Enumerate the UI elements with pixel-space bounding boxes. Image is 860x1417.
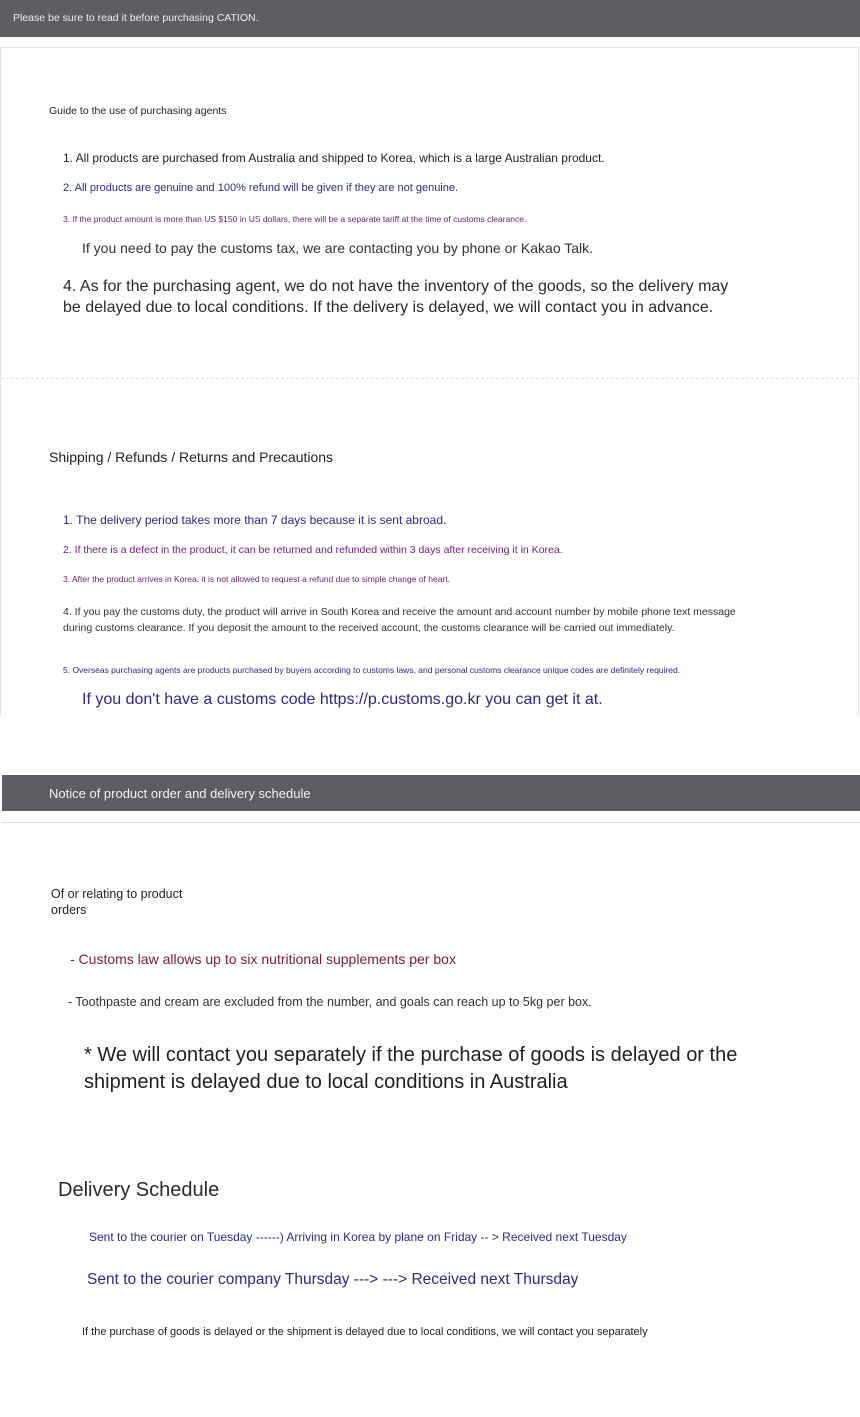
shipping-item-4: 4. If you pay the customs duty, the product will arrive in South Korea and receive the amount and account number by mobile phone text message during customs clearance. If you deposit the amount to the received account, the customs clearance will be carried out immediately. (63, 606, 736, 634)
orders-heading: Of or relating to product orders (51, 887, 183, 917)
guide-heading: Guide to the use of purchasing agents (49, 105, 227, 117)
guide-item-1: 1. All products are purchased from Australia and shipped to Korea, which is a large Australian product. (63, 151, 605, 165)
customs-rule-weight: - Toothpaste and cream are excluded from the number, and goals can reach up to 5kg per box. (68, 995, 592, 1009)
delivery-delay-note: If the purchase of goods is delayed or the shipment is delayed due to local conditions, we will contact you separately (82, 1326, 648, 1338)
customs-rule-supplements: - Customs law allows up to six nutritional supplements per box (70, 951, 456, 967)
delivery-heading: Delivery Schedule (58, 1179, 220, 1201)
shipping-item-1: 1. The delivery period takes more than 7 days because it is sent abroad. (63, 513, 447, 527)
contact-note: * We will contact you separately if the purchase of goods is delayed or the shipment is delayed due to local conditions in Australia (84, 1044, 738, 1093)
top-banner-text: Please be sure to read it before purchasing CATION. (13, 12, 259, 24)
section-divider (1, 378, 859, 379)
delivery-schedule-tuesday: Sent to the courier on Tuesday ------) Arriving in Korea by plane on Friday -- > Received next Tuesday (89, 1230, 627, 1244)
delivery-schedule-thursday: Sent to the courier company Thursday ---> ---> Received next Thursday (87, 1271, 579, 1288)
shipping-item-3: 3. After the product arrives in Korea, it is not allowed to request a refund due to simple change of heart. (63, 574, 450, 584)
shipping-item-2: 2. If there is a defect in the product, it can be returned and refunded within 3 days after receiving it in Korea. (63, 544, 563, 556)
guide-item-4: 4. As for the purchasing agent, we do not have the inventory of the goods, so the delivery may be delayed due to local conditions. If the delivery is delayed, we will contact you in advance. (63, 278, 729, 316)
customs-code-note: If you don't have a customs code https://p.customs.go.kr you can get it at. (82, 691, 603, 708)
top-banner (0, 0, 860, 37)
notice-bar (2, 775, 860, 811)
notice-bar-title: Notice of product order and delivery schedule (49, 786, 311, 801)
guide-item-3: 3. If the product amount is more than US $150 in US dollars, there will be a separate tariff at the time of customs clearance. (63, 214, 527, 224)
guide-item-3-note: If you need to pay the customs tax, we are contacting you by phone or Kakao Talk. (82, 240, 594, 256)
shipping-item-5: 5. Overseas purchasing agents are products purchased by buyers according to customs laws, and personal customs clearance unique codes are definitely required. (63, 665, 681, 675)
notice-divider (2, 822, 860, 823)
guide-item-2: 2. All products are genuine and 100% refund will be given if they are not genuine. (63, 182, 459, 194)
shipping-heading: Shipping / Refunds / Returns and Precautions (49, 449, 334, 465)
